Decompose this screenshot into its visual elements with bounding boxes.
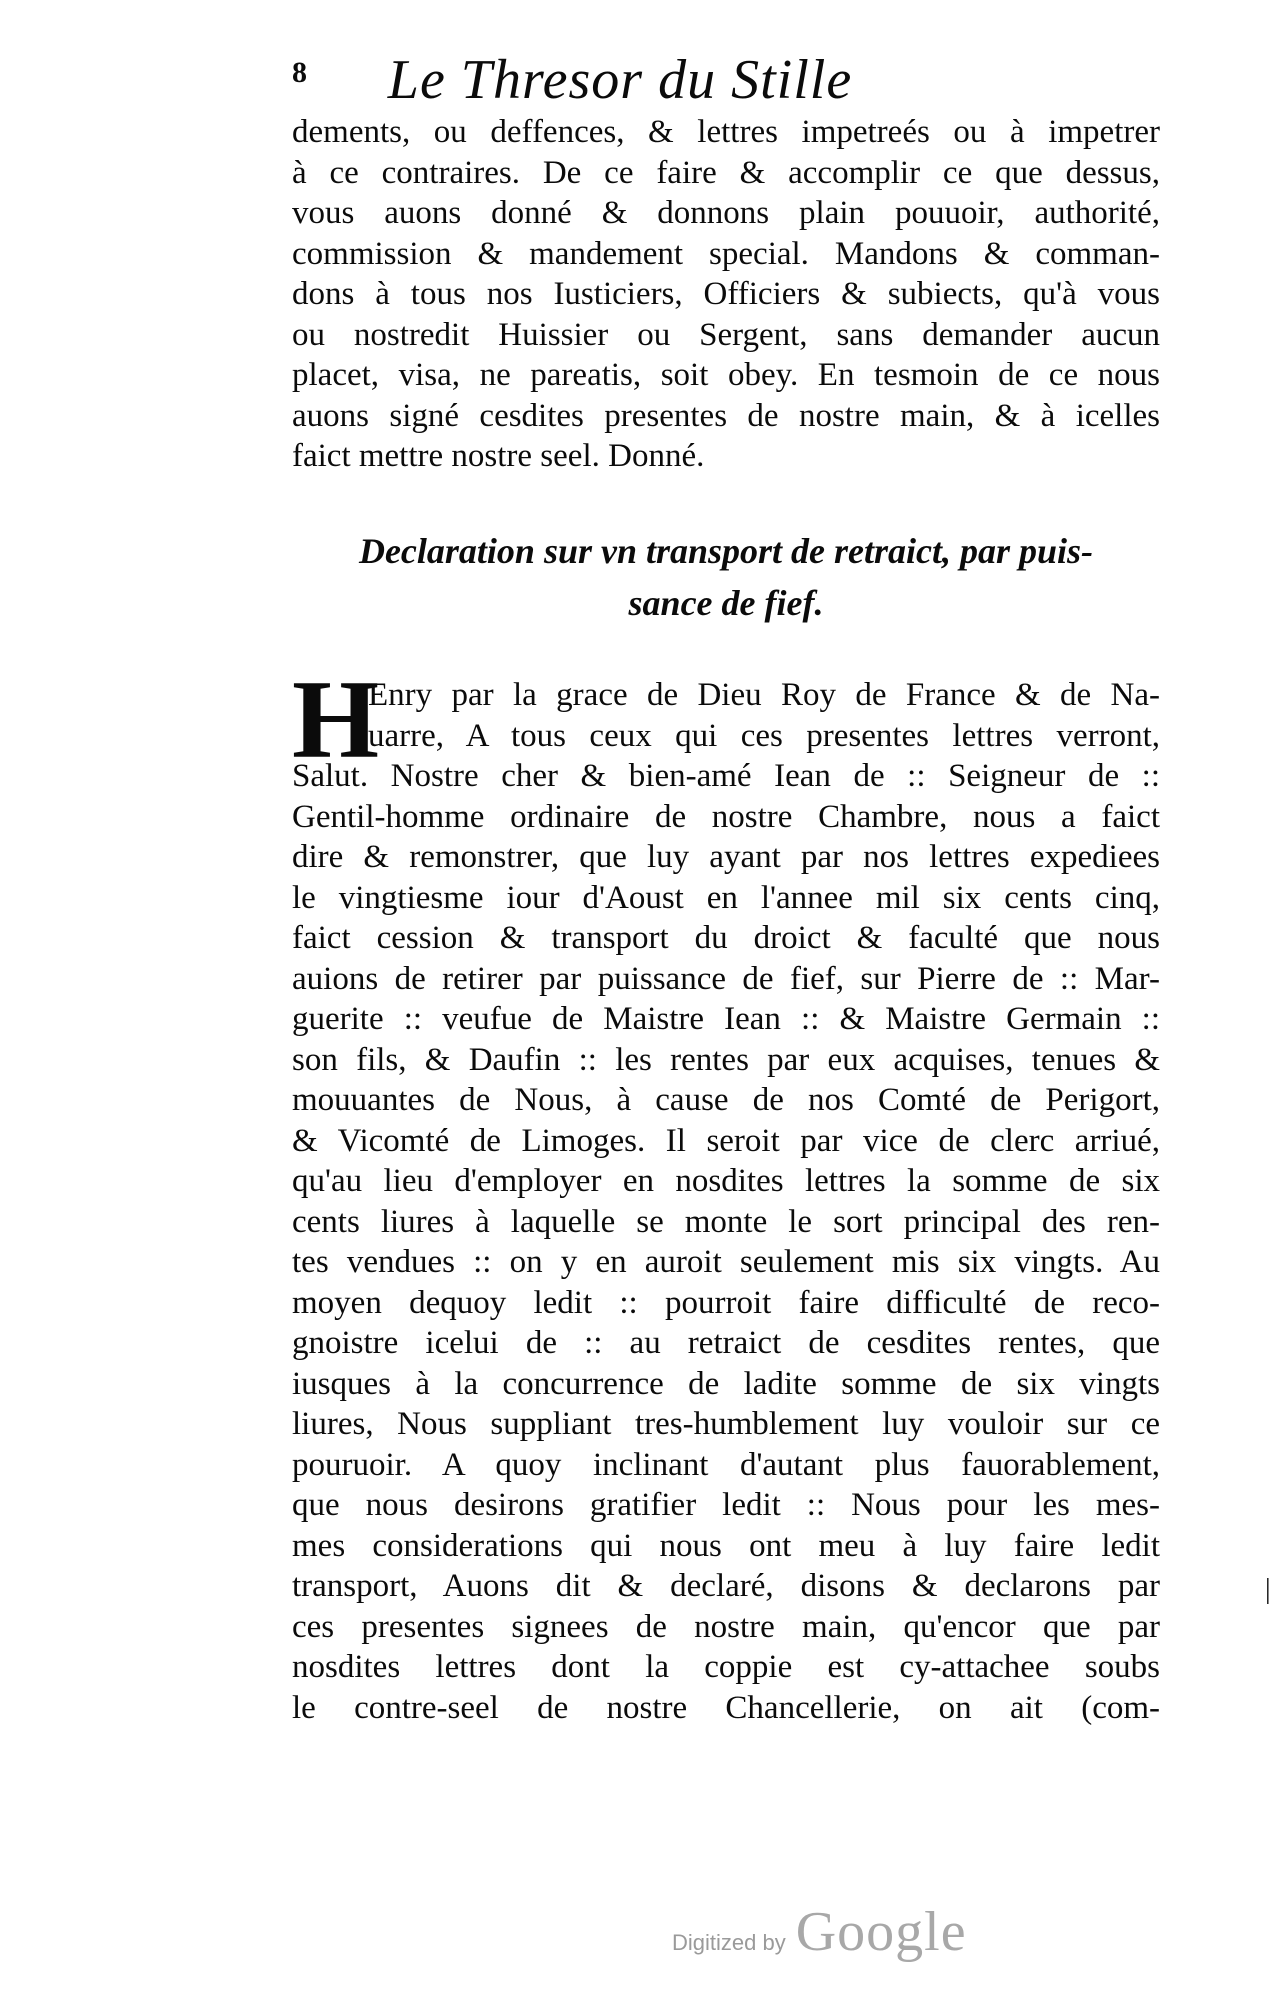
section-heading [292,525,1160,629]
text-line: Gentil-homme ordinaire de nostre Chambre, nous a faict [292,798,1160,835]
drop-cap: H [292,658,380,782]
text-line: cents liures à laquelle se monte le sort principal des ren- [292,1203,1160,1240]
text-line: dons à tous nos Iusticiers, Officiers & subiects, qu'à vous [292,276,1160,312]
text-line: commission & mandement special. Mandons & comman- [292,235,1160,272]
text-line: pouruoir. A quoy inclinant d'autant plus fauorablement, [292,1446,1160,1483]
text-line: Salut. Nostre cher & bien-amé Iean de :: Seigneur de :: [292,758,1160,794]
margin-mark: | [1265,1574,1271,1605]
text-line: tes vendues :: on y en auroit seulement mis six vingts. Au [292,1244,1160,1280]
text-line: mes considerations qui nous ont meu à luy faire ledit [292,1527,1160,1564]
text-line: dire & remonstrer, que luy ayant par nos lettres expediees [292,839,1160,875]
text-line: liures, Nous suppliant tres-humblement luy vouloir sur ce [292,1406,1160,1442]
text-line: & Vicomté de Limoges. Il seroit par vice de clerc arriué, [292,1122,1160,1159]
page-number: 8 [292,56,307,89]
text-line: le contre-seel de nostre Chancellerie, on ait (com- [292,1689,1160,1726]
text-line: placet, visa, ne pareatis, soit obey. En tesmoin de ce nous [292,357,1160,393]
text-line: nosdites lettres dont la coppie est cy-attachee soubs [292,1649,1160,1685]
text-line: auons signé cesdites presentes de nostre main, & à icelles [292,397,1160,434]
text-line: gnoistre icelui de :: au retraict de cesdites rentes, que [292,1325,1160,1361]
text-line: faict cession & transport du droict & faculté que nous [292,920,1160,956]
text-line: que nous desirons gratifier ledit :: Nous pour les mes- [292,1487,1160,1523]
text-line: ces presentes signees de nostre main, qu'encor que par [292,1608,1160,1645]
text-line: ou nostredit Huissier ou Sergent, sans demander aucun [292,316,1160,353]
digitized-by-google-watermark [672,1900,967,1963]
text-line: son fils, & Daufin :: les rentes par eux acquises, tenues & [292,1041,1160,1078]
paragraph-declaration [292,675,1160,1728]
text-line: guerite :: veufue de Maistre Iean :: & Maistre Germain :: [292,1001,1160,1037]
text-line: le vingtiesme iour d'Aoust en l'annee mil six cents cinq, [292,879,1160,916]
text-line: mouuantes de Nous, à cause de nos Comté de Perigort, [292,1082,1160,1118]
heading-line: Declaration sur vn transport de retraict, par puis- [358,531,1094,571]
paragraph-continuation [292,112,1160,477]
heading-line: sance de fief. [628,583,824,623]
google-logo: Google [795,1901,967,1963]
text-line: uarre, A tous ceux qui ces presentes lettres verront, [368,717,1160,754]
text-line: Enry par la grace de Dieu Roy de France & de Na- [368,677,1160,713]
text-line: moyen dequoy ledit :: pourroit faire difficulté de reco- [292,1284,1160,1321]
watermark-prefix: Digitized by [672,1930,786,1955]
text-line: vous auons donné & donnons plain pouuoir, authorité, [292,195,1160,231]
text-line: qu'au lieu d'employer en nosdites lettres la somme de six [292,1163,1160,1199]
text-line: auions de retirer par puissance de fief, sur Pierre de :: Mar- [292,960,1160,997]
text-line: faict mettre nostre seel. Donné. [292,438,705,474]
text-line: iusques à la concurrence de ladite somme de six vingts [292,1365,1160,1402]
text-line: dements, ou deffences, & lettres impetreés ou à impetrer [292,114,1160,150]
text-line: à ce contraires. De ce faire & accomplir ce que dessus, [292,154,1160,191]
text-line: transport, Auons dit & declaré, disons & declarons par [292,1568,1160,1604]
running-head: Le Thresor du Stille [387,49,853,111]
